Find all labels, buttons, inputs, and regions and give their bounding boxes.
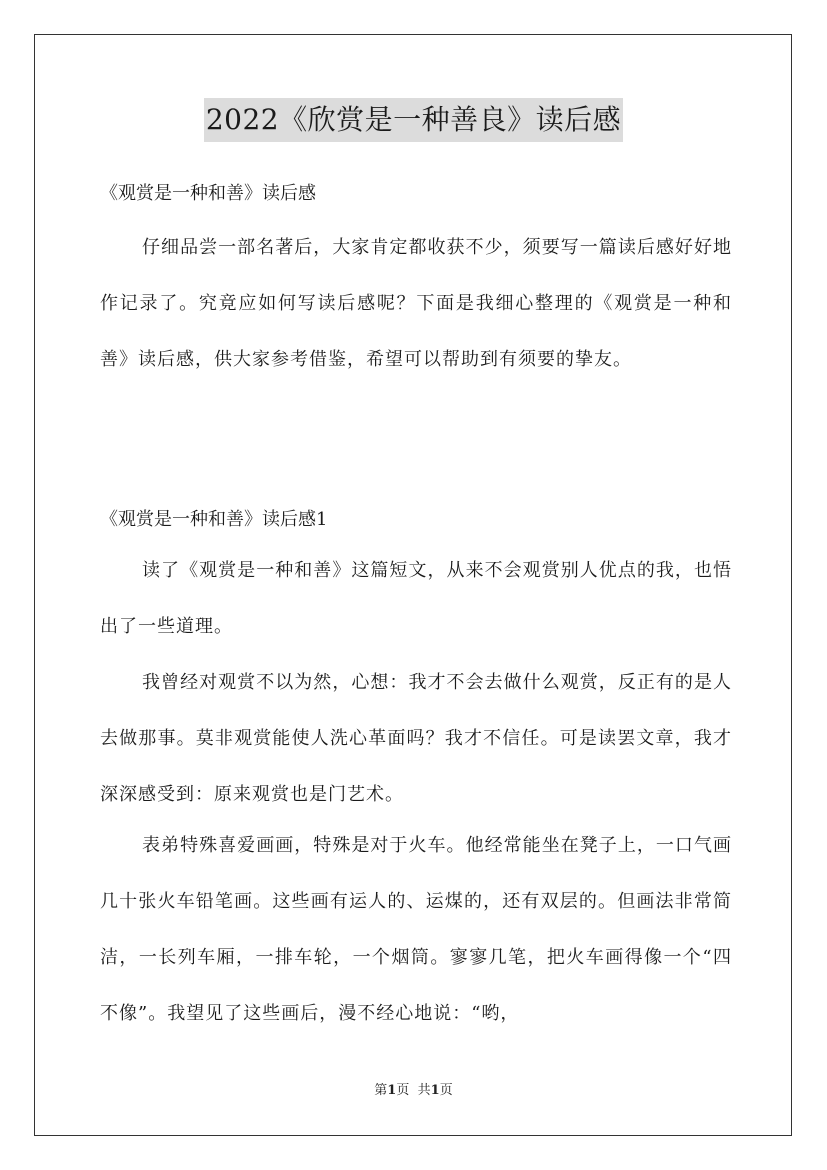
page-total: 1 (430, 1083, 440, 1098)
page-number-suffix: 页 (396, 1083, 410, 1098)
body-paragraph-3: 表弟特殊喜爱画画，特殊是对于火车。他经常能坐在凳子上，一口气画几十张火车铅笔画。这些画有运人的、运煤的，还有双层的。但画法非常简洁，一长列车厢，一排车轮，一个烟筒。寥寥几笔，把火车画得像一个“四不像”。我望见了这些画后，漫不经心地说：“哟， (100, 835, 732, 1024)
title-container (0, 98, 827, 142)
page-total-suffix: 页 (439, 1083, 453, 1098)
page-number: 1 (387, 1083, 397, 1098)
intro-paragraph: 仔细品尝一部名著后，大家肯定都收获不少，须要写一篇读后感好好地作记录了。究竟应如何写读后感呢？下面是我细心整理的《观赏是一种和善》读后感，供大家参考借鉴，希望可以帮助到有须要的挚友。 (100, 237, 732, 370)
page-footer (0, 1082, 827, 1100)
page-number-prefix: 第 (374, 1083, 388, 1098)
body-paragraph-2: 我曾经对观赏不以为然，心想：我才不会去做什么观赏，反正有的是人去做那事。莫非观赏能使人洗心革面吗？我才不信任。可是读罢文章，我才深深感受到：原来观赏也是门艺术。 (100, 672, 732, 805)
section-heading-main: 《观赏是一种和善》读后感 (100, 183, 316, 204)
body-paragraph-1: 读了《观赏是一种和善》这篇短文，从来不会观赏别人优点的我，也悟出了一些道理。 (100, 560, 732, 637)
section-heading-1: 《观赏是一种和善》读后感1 (100, 509, 328, 530)
page-total-prefix: 共 (417, 1083, 431, 1098)
document-title: 2022《欣赏是一种善良》读后感 (204, 98, 623, 142)
